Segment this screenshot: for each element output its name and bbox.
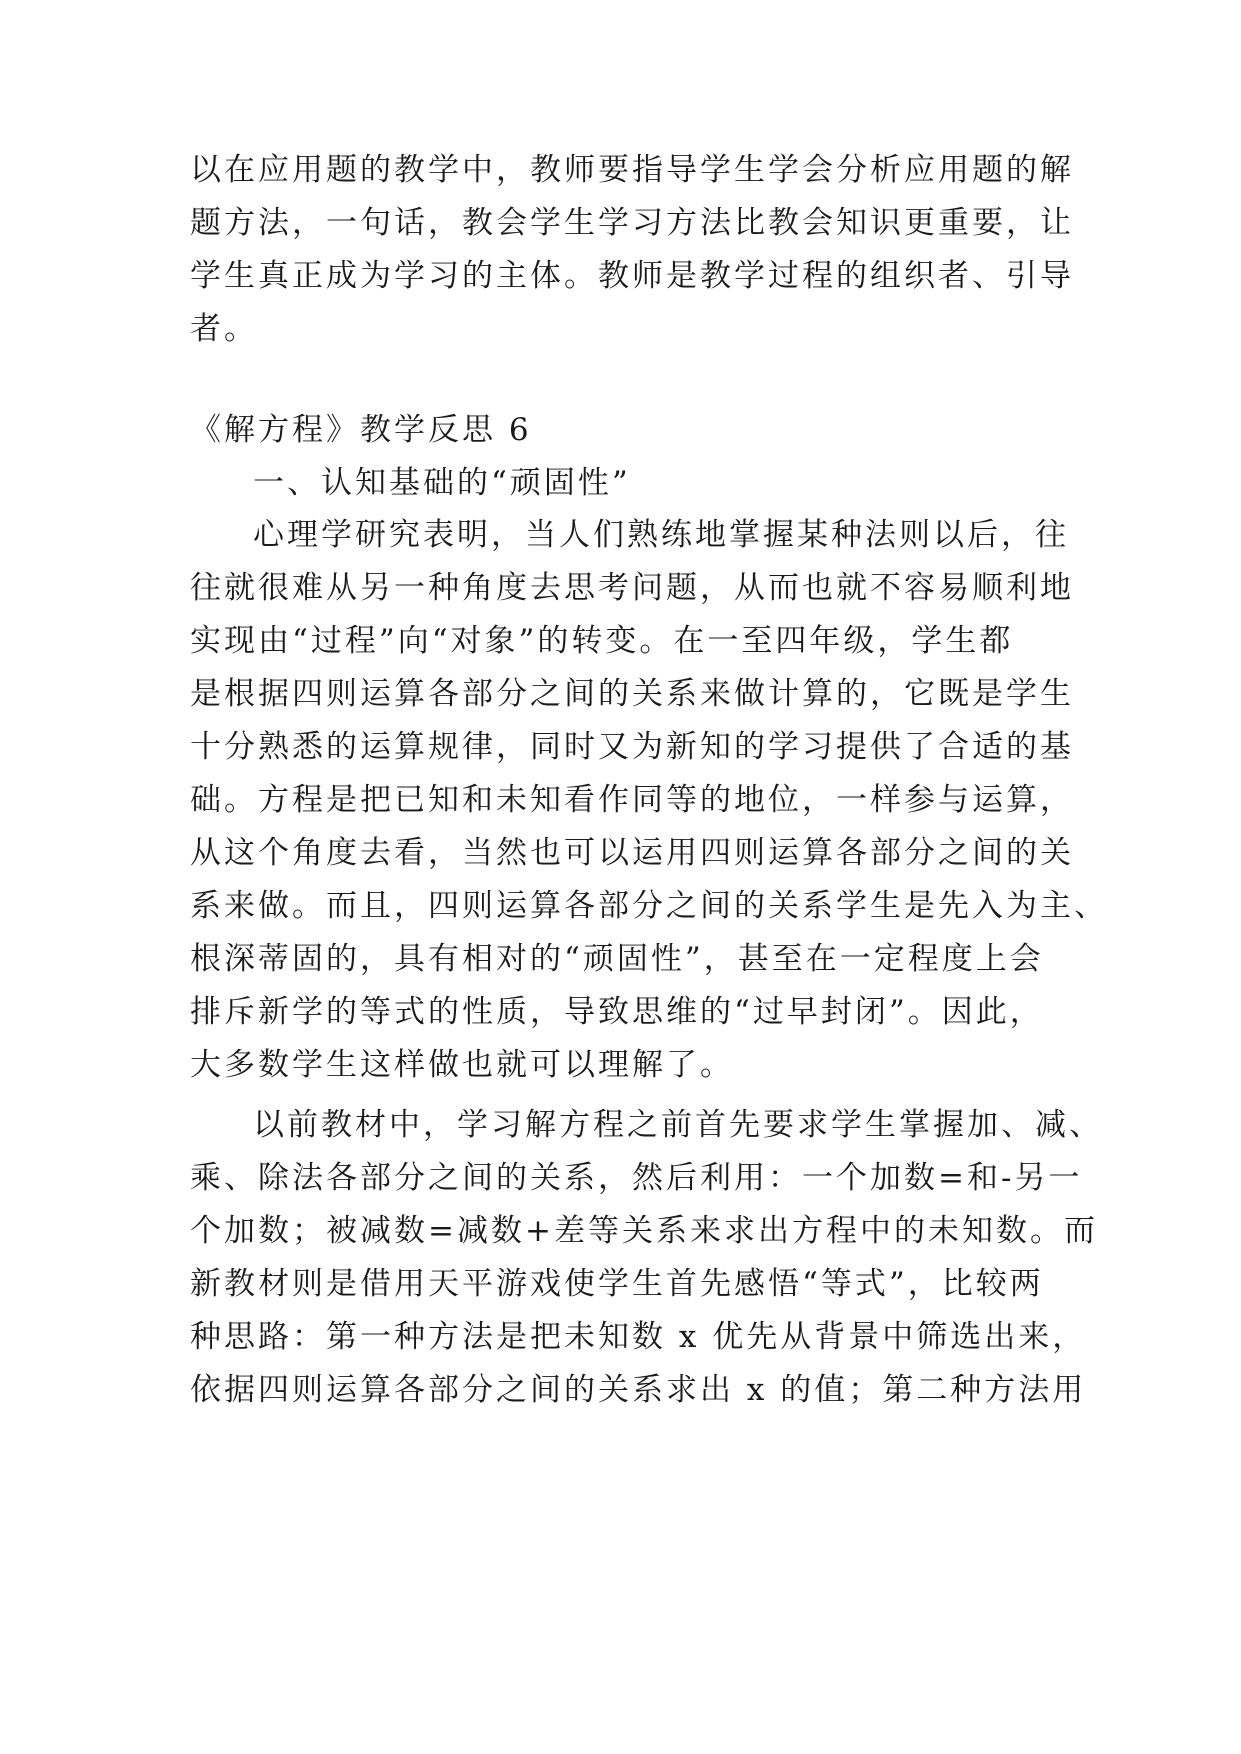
paragraph-3-line-4: 新教材则是借用天平游戏使学生首先感悟“等式”，比较两 [190,1266,1044,1302]
paragraph-2-line-8: 系来做。而且，四则运算各部分之间的关系学生是先入为主、 [190,888,1108,924]
paragraph-2-line-6: 础。方程是把已知和未知看作同等的地位，一样参与运算， [190,782,1074,818]
paragraph-3-line-1: 以前教材中，学习解方程之前首先要求学生掌握加、减、 [253,1107,1103,1143]
paragraph-2-line-10: 排斥新学的等式的性质，导致思维的“过早封闭”。因此， [190,994,1044,1030]
paragraph-2-line-4: 是根据四则运算各部分之间的关系来做计算的，它既是学生 [190,676,1074,712]
paragraph-1-line-1: 以在应用题的教学中，教师要指导学生学会分析应用题的解 [190,152,1074,188]
paragraph-2-line-9: 根深蒂固的，具有相对的“顽固性”，甚至在一定程度上会 [190,941,1044,977]
paragraph-2-line-1: 心理学研究表明，当人们熟练地掌握某种法则以后，往 [253,517,1069,553]
paragraph-3-line-5: 种思路：第一种方法是把未知数 x 优先从背景中筛选出来， [190,1319,1087,1355]
paragraph-2-line-2: 往就很难从另一种角度去思考问题，从而也就不容易顺利地 [190,570,1074,606]
paragraph-1-line-4: 者。 [190,311,258,347]
paragraph-1-line-2: 题方法，一句话，教会学生学习方法比教会知识更重要，让 [190,205,1074,241]
paragraph-2-line-5: 十分熟悉的运算规律，同时又为新知的学习提供了合适的基 [190,729,1074,765]
paragraph-3-line-2: 乘、除法各部分之间的关系，然后利用：一个加数=和-另一 [190,1160,1083,1196]
section-title: 《解方程》教学反思 6 [190,412,532,448]
paragraph-1-line-3: 学生真正成为学习的主体。教师是教学过程的组织者、引导 [190,258,1074,294]
subheading: 一、认知基础的“顽固性” [253,465,631,501]
paragraph-2-line-7: 从这个角度去看，当然也可以运用四则运算各部分之间的关 [190,835,1074,871]
paragraph-2-line-3: 实现由“过程”向“对象”的转变。在一至四年级，学生都 [190,623,1014,659]
paragraph-3-line-6: 依据四则运算各部分之间的关系求出 x 的值；第二种方法用 [190,1372,1087,1408]
paragraph-3-line-3: 个加数；被减数=减数+差等关系来求出方程中的未知数。而 [190,1213,1098,1249]
paragraph-2-line-11: 大多数学生这样做也就可以理解了。 [190,1047,734,1083]
